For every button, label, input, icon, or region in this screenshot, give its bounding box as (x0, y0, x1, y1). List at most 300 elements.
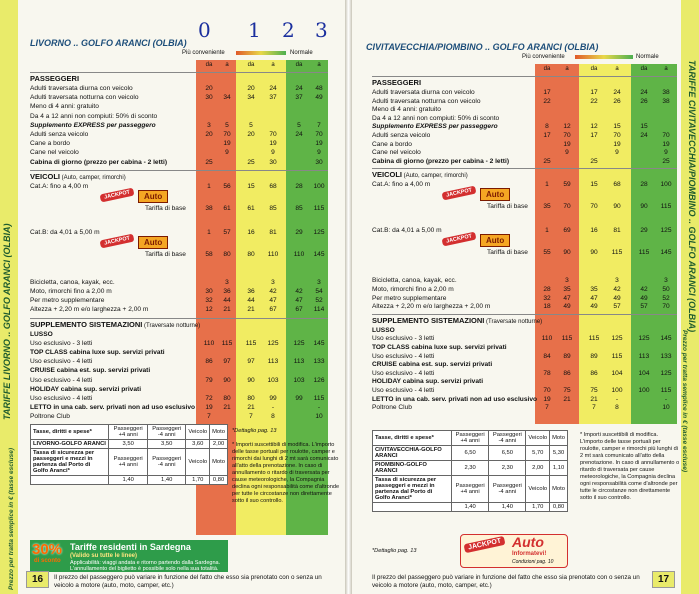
fare-value: 110 (267, 250, 279, 258)
fare-value: 21 (223, 306, 231, 314)
fare-value: 42 (269, 288, 277, 295)
col-header: a (615, 66, 619, 72)
fare-value: 97 (247, 358, 255, 366)
fare-value: 79 (205, 376, 213, 384)
row-label: Uso esclusivo - 4 letti (372, 352, 435, 360)
fare-value: 38 (662, 97, 670, 105)
fare-value: 70 (662, 303, 670, 311)
hand-3: 3 (315, 18, 328, 42)
fare-value: 26 (613, 97, 621, 105)
fare-value: 70 (223, 131, 231, 138)
fare-value: 110 (293, 250, 305, 258)
fare-value: 56 (223, 182, 231, 190)
fare-value: 12 (563, 123, 571, 131)
fare-value: 69 (563, 227, 571, 235)
tax-cell: 1,40 (451, 503, 488, 512)
fare-value: 70 (613, 132, 621, 139)
page-17 (352, 0, 699, 594)
fare-value: 89 (590, 352, 598, 360)
fare-value: 44 (223, 297, 231, 305)
fare-value: 17 (543, 132, 551, 139)
tax-cell: 2,00 (210, 440, 228, 449)
fare-value: 59 (563, 181, 571, 189)
tax-header: Passeggeri +4 anni (451, 476, 488, 503)
row-label: Cat.B: da 4,01 a 5,00 m (372, 227, 442, 235)
row-label: Uso esclusivo - 4 letti (372, 369, 435, 377)
col-header: a (664, 66, 668, 72)
col-header: da (590, 66, 598, 72)
fare-value: 70 (563, 132, 571, 139)
fare-value: 9 (317, 149, 321, 157)
row-label: Uso esclusivo - 3 letti (372, 335, 435, 343)
row-label: Cane a bordo (372, 140, 412, 148)
fare-value: 100 (313, 182, 325, 190)
fare-value: 54 (315, 288, 323, 295)
fare-value: 19 (563, 140, 571, 148)
fare-value: 84 (543, 352, 551, 360)
fare-value: 100 (638, 387, 650, 394)
hand-0: 0 (198, 18, 211, 42)
row-label: Cat.A: fino a 4,00 m (372, 181, 431, 189)
residenti-sub: (Valido su tutte le linee) (70, 553, 138, 559)
fare-value: 52 (662, 294, 670, 302)
row-label: LUSSO (372, 326, 395, 334)
fare-value: 25 (205, 158, 213, 166)
row-label: Supplemento EXPRESS per passeggero (30, 121, 156, 129)
fare-value: 70 (269, 131, 277, 138)
fare-value: 49 (613, 294, 621, 302)
row-label: Poltrone Club (30, 413, 70, 421)
fare-value: 3 (615, 277, 619, 285)
jackpot-label: JACKPOT (464, 536, 506, 553)
tax-cell: 3,60 (186, 440, 210, 449)
fare-value: 49 (563, 303, 571, 311)
residenti-pct-sub: di sconto (34, 558, 61, 564)
fare-value: 9 (271, 149, 275, 157)
jackpot-badge: JACKPOT (100, 233, 135, 248)
col-header: a (565, 66, 569, 72)
row-label: Cat.A: fino a 4,00 m (30, 182, 89, 190)
fare-value: 145 (313, 339, 325, 347)
fare-value: 30 (205, 288, 213, 295)
fare-value: 32 (205, 297, 213, 305)
fare-value: 15 (247, 182, 255, 190)
col-header: da (247, 62, 255, 68)
fare-value: 125 (267, 339, 279, 347)
tax-header: Veicolo (186, 425, 210, 440)
fare-value: 47 (563, 294, 571, 302)
fare-value: 78 (543, 369, 551, 377)
fare-value: 17 (590, 132, 598, 139)
fare-value: 133 (313, 358, 325, 366)
fare-value: 125 (638, 335, 650, 343)
fare-value: 24 (295, 131, 303, 138)
fare-value: 80 (247, 250, 255, 258)
left-sidebar-sub: Prezzo per tratta semplice in € (tasse escluse) (8, 448, 15, 590)
tax-cell: 5,70 (526, 446, 550, 461)
fare-value: 70 (563, 203, 571, 211)
fare-value: 19 (662, 140, 670, 148)
fare-value: 85 (269, 204, 277, 212)
fare-value: - (664, 395, 668, 403)
auto-badge: Auto (480, 188, 510, 201)
fare-value: 113 (293, 358, 305, 366)
fare-value: 25 (247, 158, 255, 166)
col-header: da (543, 66, 551, 72)
fare-value: 5 (249, 121, 253, 129)
fare-value: 90 (223, 376, 231, 384)
right-tax-table (372, 430, 568, 512)
row-label: Uso esclusivo - 4 letti (30, 395, 93, 402)
col-header: da (640, 66, 648, 72)
fare-value: 20 (247, 85, 255, 92)
tax-header: Passeggeri +4 anni (451, 431, 488, 446)
row-label: Tariffa di base (487, 249, 528, 257)
fare-value: 68 (269, 182, 277, 190)
jackpot-badge: JACKPOT (100, 187, 135, 202)
fare-value: 80 (223, 395, 231, 402)
tax-cell (31, 476, 109, 485)
row-label: Per metro supplementare (30, 297, 105, 305)
fare-value: 20 (205, 85, 213, 92)
fare-value: 24 (640, 89, 648, 96)
fare-value: 80 (247, 395, 255, 402)
fare-value: 34 (247, 94, 255, 102)
left-scale-bar (236, 51, 286, 55)
row-label: Tariffa di base (145, 204, 186, 212)
fare-value: 125 (293, 339, 305, 347)
fare-value: 48 (315, 85, 323, 92)
row-label: Moto, rimorchi fino a 2,00 m (372, 286, 454, 293)
row-label: Uso esclusivo - 4 letti (372, 387, 435, 394)
section-divider (30, 72, 328, 73)
fare-value: 89 (563, 352, 571, 360)
left-sidebar-title: TARIFFE LIVORNO .. GOLFO ARANCI (OLBIA) (2, 223, 12, 420)
tax-cell: 2,00 (526, 461, 550, 476)
fare-value: 19 (223, 140, 231, 148)
auto-badge: Auto (138, 236, 168, 249)
fare-value: 12 (590, 123, 598, 131)
fare-value: 38 (662, 89, 670, 96)
fare-value: 24 (640, 132, 648, 139)
fare-value: 57 (223, 228, 231, 236)
fare-value: 35 (543, 203, 551, 211)
fare-value: 145 (660, 335, 672, 343)
row-label: Uso esclusivo - 3 letti (30, 339, 93, 347)
fare-value: 115 (611, 352, 623, 360)
section-passeggeri: PASSEGGERI (372, 78, 422, 87)
row-label: Tariffa di base (487, 203, 528, 211)
row-label: Cat.B: da 4,01 a 5,00 m (30, 228, 100, 236)
fare-value: 7 (207, 413, 211, 421)
fare-value: 29 (640, 227, 648, 235)
fare-value: 52 (315, 297, 323, 305)
fare-value: 10 (315, 413, 323, 421)
fare-value: 126 (313, 376, 325, 384)
fare-value: 114 (313, 306, 325, 314)
auto-badge: Auto (138, 190, 168, 203)
right-scale-left: Più conveniente (522, 54, 565, 60)
fare-value: 28 (295, 182, 303, 190)
row-label: Meno di 4 anni: gratuito (372, 106, 441, 114)
fare-value: 58 (205, 250, 213, 258)
fare-value: 86 (563, 369, 571, 377)
fare-value: 3 (664, 277, 668, 285)
tax-header: Veicolo (186, 449, 210, 476)
fare-value: 16 (590, 227, 598, 235)
tax-cell: 1,10 (550, 461, 568, 476)
fare-value: 25 (590, 157, 598, 165)
tax-cell (373, 503, 452, 512)
fare-value: - (271, 404, 275, 412)
left-scale-right: Normale (290, 50, 313, 56)
fare-value: 35 (590, 286, 598, 293)
fare-value: 99 (269, 395, 277, 402)
fare-value: 9 (565, 149, 569, 157)
tax-header: Moto (550, 476, 568, 503)
fare-value: 90 (590, 249, 598, 257)
section-veicoli: VEICOLI (Auto, camper, rimorchi) (30, 171, 126, 181)
row-label: Da 4 a 12 anni non compiuti: 50% di sconto (372, 114, 500, 122)
tax-cell: 5,30 (550, 446, 568, 461)
row-label: Per metro supplementare (372, 294, 447, 302)
tax-cell: 1,40 (109, 476, 148, 485)
row-label: HOLIDAY cabina sup. servizi privati (372, 378, 484, 386)
fare-value: 16 (247, 228, 255, 236)
row-label: LETTO in una cab. serv. privati non ad uso esclusivo (30, 404, 196, 412)
fare-value: 28 (640, 181, 648, 189)
fare-value: 3 (565, 277, 569, 285)
fare-value: 9 (615, 149, 619, 157)
row-label: Bicicletta, canoa, kayak, ecc. (30, 278, 115, 286)
fare-value: 125 (660, 227, 672, 235)
tax-cell: 6,50 (489, 446, 526, 461)
tax-header: Veicolo (526, 431, 550, 446)
right-notes: * Importi suscettibili di modifica. L'importo delle tasse portuali per roulotte, camper e rimorchi più lunghi di 2 mt sarà comunicato all'atto della prenotazione. In caso di annullamento o ritardo di traversata per cause meteorologiche, la Compagnia declina ogni responsabilità come d'altronde per tutte le circostanze non direttamente sotto il suo controllo. (580, 432, 680, 501)
tax-header: Passeggeri -4 anni (148, 449, 186, 476)
row-label: Uso esclusivo - 4 letti (30, 376, 93, 384)
fare-value: 18 (543, 303, 551, 311)
tax-cell: LIVORNO-GOLFO ARANCI (31, 440, 109, 449)
fare-value: - (317, 404, 321, 412)
fare-value: 17 (590, 89, 598, 96)
fare-value: 1 (545, 227, 549, 235)
row-label: Moto, rimorchi fino a 2,00 m (30, 288, 112, 295)
fare-value: 115 (245, 339, 257, 347)
left-route-title: LIVORNO .. GOLFO ARANCI (OLBIA) (30, 38, 187, 48)
hand-2: 2 (282, 18, 295, 42)
fare-value: 38 (205, 204, 213, 212)
fare-value: 115 (588, 335, 600, 343)
tax-cell: 3,50 (148, 440, 186, 449)
tax-header: Veicolo (526, 476, 550, 503)
fare-value: 125 (660, 369, 672, 377)
tax-cell: PIOMBINO-GOLFO ARANCI (373, 461, 452, 476)
fare-value: 36 (223, 288, 231, 295)
tax-cell: 0,80 (210, 476, 228, 485)
row-label: Supplemento EXPRESS per passeggero (372, 123, 498, 131)
row-label: Meno di 4 anni: gratuito (30, 103, 99, 111)
hand-1: 1 (248, 18, 261, 42)
tax-header: Tassa di sicurezza per passeggeri e mezzi in partenza dal Porto di Golfo Aranci* (31, 449, 109, 476)
fare-value: 32 (543, 294, 551, 302)
fare-value: 75 (563, 387, 571, 394)
fare-value: 1 (207, 228, 211, 236)
fare-value: 30 (205, 94, 213, 102)
row-label: HOLIDAY cabina sup. servizi privati (30, 385, 142, 393)
fare-value: 36 (247, 288, 255, 295)
col-header: a (317, 62, 321, 68)
fare-value: 17 (543, 89, 551, 96)
fare-value: 8 (271, 413, 275, 421)
fare-value: 85 (295, 204, 303, 212)
fare-value: 86 (590, 369, 598, 377)
row-label: Da 4 a 12 anni non compiuti: 50% di sconto (30, 112, 158, 120)
section-sistemazioni: SUPPLEMENTO SISTEMAZIONI (Traversate notturne) (30, 319, 201, 329)
jackpot-badge: JACKPOT (442, 186, 477, 201)
row-label: Tariffa di base (145, 250, 186, 258)
row-label: Adulti traversata notturna con veicolo (372, 97, 481, 105)
tax-header: Passeggeri -4 anni (148, 425, 186, 440)
fare-value: 19 (315, 140, 323, 148)
right-sidebar-title: TARIFFE CIVITAVECCHIA/PIOMBINO .. GOLFO ARANCI (OLBIA) (687, 60, 697, 333)
fare-value: 145 (660, 249, 672, 257)
fare-value: 34 (223, 94, 231, 102)
fare-value: 20 (205, 131, 213, 138)
fare-value: 49 (315, 94, 323, 102)
page-number-16: 16 (26, 571, 49, 588)
fare-value: 55 (543, 249, 551, 257)
section-veicoli: VEICOLI (Auto, camper, rimorchi) (372, 170, 468, 180)
fare-value: 30 (269, 158, 277, 166)
fare-value: 21 (563, 395, 571, 403)
section-divider (372, 314, 677, 315)
fare-value: 57 (613, 303, 621, 311)
fare-value: 25 (543, 157, 551, 165)
tax-cell: CIVITAVECCHIA-GOLFO ARANCI (373, 446, 452, 461)
fare-value: 20 (247, 131, 255, 138)
fare-value: 7 (545, 404, 549, 412)
tax-cell: 1,70 (526, 503, 550, 512)
auto-badge: Auto (480, 234, 510, 247)
fare-value: 103 (293, 376, 305, 384)
fare-value: 99 (295, 395, 303, 402)
fare-value: 5 (225, 121, 229, 129)
jackpot-badge: JACKPOT (442, 232, 477, 247)
residenti-pct: 30% (32, 541, 63, 558)
fare-value: 103 (267, 376, 279, 384)
fare-value: 113 (638, 352, 650, 360)
row-label: Adulti traversata notturna con veicolo (30, 94, 139, 102)
fare-value: 47 (269, 297, 277, 305)
residenti-title: Tariffe residenti in Sardegna (70, 542, 191, 552)
row-label: Altezza + 2,20 m e/o larghezza + 2,00 m (372, 303, 491, 311)
row-label: Adulti senza veicolo (372, 132, 431, 139)
fare-value: 9 (664, 149, 668, 157)
fare-value: 21 (223, 404, 231, 412)
fare-value: 110 (541, 335, 553, 343)
section-divider (30, 170, 328, 171)
row-label: Adulti traversata diurna con veicolo (372, 89, 475, 96)
fare-value: 47 (590, 294, 598, 302)
fare-value: 12 (205, 306, 213, 314)
row-label: Cabina di giorno (prezzo per cabina - 2 letti) (30, 158, 168, 166)
fare-value: 28 (543, 286, 551, 293)
fare-value: 8 (615, 404, 619, 412)
fare-value: 70 (662, 132, 670, 139)
fare-value: 100 (611, 387, 623, 394)
tax-header: Passeggeri -4 anni (489, 431, 526, 446)
fare-value: 15 (590, 181, 598, 189)
fare-value: 67 (295, 306, 303, 314)
row-label: Adulti traversata diurna con veicolo (30, 85, 133, 92)
fare-value: 104 (638, 369, 650, 377)
fare-value: 115 (660, 387, 672, 394)
right-dettaglio: *Dettaglio pag. 13 (372, 548, 417, 554)
row-label: Poltrone Club (372, 404, 412, 412)
fare-value: 50 (662, 286, 670, 293)
fare-value: 21 (247, 306, 255, 314)
fare-value: 19 (543, 395, 551, 403)
fare-value: 125 (313, 228, 325, 236)
fare-value: 90 (247, 376, 255, 384)
fare-value: 70 (315, 131, 323, 138)
fare-value: 68 (613, 181, 621, 189)
fare-value: 57 (640, 303, 648, 311)
fare-value: 104 (611, 369, 623, 377)
tax-header: Moto (550, 431, 568, 446)
fare-value: 115 (660, 203, 672, 211)
fare-value: 61 (247, 204, 255, 212)
fare-value: 24 (269, 85, 277, 92)
section-passeggeri: PASSEGGERI (30, 74, 80, 83)
fare-value: 15 (640, 123, 648, 131)
fare-value: 97 (223, 358, 231, 366)
tax-cell: 6,50 (451, 446, 488, 461)
fare-value: 29 (295, 228, 303, 236)
row-label: Adulti senza veicolo (30, 131, 89, 138)
page-16 (0, 0, 345, 594)
fare-value: 49 (590, 303, 598, 311)
fare-value: 110 (203, 339, 215, 347)
right-scale-right: Normale (636, 54, 659, 60)
fare-value: 35 (563, 286, 571, 293)
page-number-17: 17 (652, 571, 675, 588)
fare-value: 100 (660, 181, 672, 189)
row-label: Cane nel veicolo (372, 149, 421, 157)
fare-value: 24 (613, 89, 621, 96)
fare-value: 19 (269, 140, 277, 148)
fare-value: 133 (660, 352, 672, 360)
fare-value: 7 (249, 413, 253, 421)
tax-header: Moto (210, 449, 228, 476)
tax-header: Tasse, diritti e spese* (31, 425, 109, 440)
row-label: TOP CLASS cabina luxe sup. servizi privati (30, 349, 165, 356)
fare-value: 37 (269, 94, 277, 102)
left-notes: * Importi suscettibili di modifica. L'importo delle tasse portuali per roulotte, camper e rimorchi dai lunghi di 2 mt sarà comunicato all'atto della prenotazione. In caso di annullamento o ritardo di traversata per cause meteorologiche, la Compagnia declina ogni responsabilità come d'altronde per tutte le circostanze non direttamente sotto il suo controllo. (232, 442, 340, 504)
fare-value: 5 (297, 121, 301, 129)
left-tax-table (30, 424, 228, 485)
fare-value: 70 (543, 387, 551, 394)
row-label: Bicicletta, canoa, kayak, ecc. (372, 277, 457, 285)
fare-value: 81 (613, 227, 621, 235)
section-divider (30, 318, 328, 319)
row-label: Uso esclusivo - 4 letti (30, 358, 93, 366)
fare-value: 22 (590, 97, 598, 105)
left-footer: Il prezzo del passeggero può variare in funzione del fatto che esso sia prenotato con o senza un veicolo a motore (auto, moto, camper, etc.) (54, 574, 322, 589)
fare-value: 42 (613, 286, 621, 293)
fare-value: 90 (640, 203, 648, 211)
